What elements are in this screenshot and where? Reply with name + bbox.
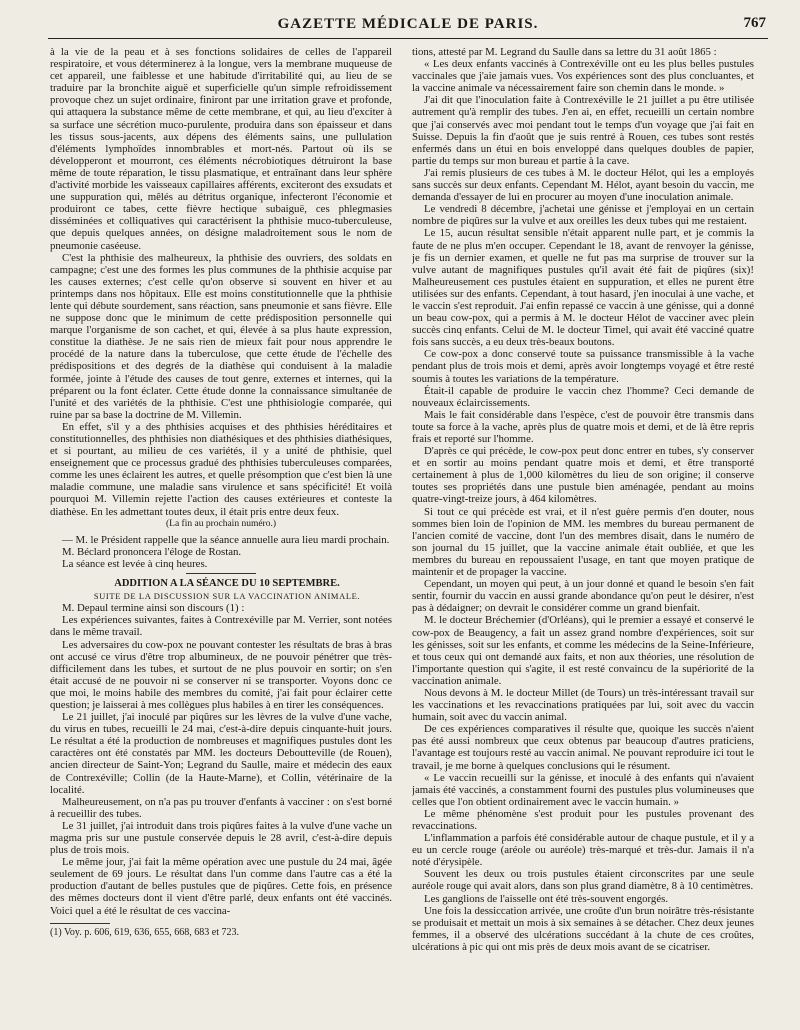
paragraph: Les ganglions de l'aisselle ont été très-souvent engorgés. — [424, 892, 669, 905]
paragraph: M. Béclard prononcera l'éloge de Rostan. — [62, 545, 242, 558]
journal-title: GAZETTE MÉDICALE DE PARIS. — [277, 16, 539, 32]
paragraph: C'est la phthisie des malheureux, la phthisie des ouvriers, des soldats en campagne; c'est une des formes les plus communes de la phthisie acquise par les causes externes; c'est celle qu'on observe si souvent en hiver et au printemps dans nos hôpitaux. Elle est moins constitutionnelle que la phthisie lente qui débute sourdement, sans réaction, sans pneumonie et sans fièvre. Elle ne suppose donc que le minimum de cette prédisposition personnelle qui marque l'organisme de son cachet, et qui, élevée à sa plus haute expression, constitue la diathèse. Je ne sais rien de mieux fait pour nous apprendre le procédé de la nature dans la tuberculose, que cette étude de l'échelle des prédispositions et des degrés de la diathèse qui conduisent à la maladie formée, jointe à l'étude des causes de tout genre, externes et internes, qui la préparent ou la font éclater. Cette étude donne la connaissance simultanée de l'unité et des variétés de la phthisie. C'est une phthisiologie comparée, qui ruine par sa base la doctrine de M. Villemin. — [50, 251, 392, 421]
paragraph: à la vie de la peau et à ses fonctions solidaires de celles de l'appareil respiratoire, et vous déterminerez à la longue, vers la membrane muqueuse de cet appareil, une faiblesse et une habitude d'irritabilité qui, au lieu de se traduire par la bronchite aiguë et superficielle qu'un simple refroidissement provoque chez un sujet ordinaire, finiront par une irritation grave et profonde, qui attaquera la substance même de cette membrane, et qui, au lieu d'exciter à sa surface une sécrétion muco-purulente, produira dans son épaisseur et dans les tissus sous-jacents, aux dépens des éléments sains, une pullulation d'éléments lymphoïdes innombrables et mort-nés. Partout où ils se développeront et mourront, ces éléments nécrobiotiques détruiront la base même de toute réparation, le tissu plasmatique, et entraînant dans leur sphère d'activité morbide les vaisseaux capillaires afférents, exciteront des exsudats et une suppuration qui, mêlés au détritus organique, infecteront l'économie et produiront ce tabes, cette fièvre hectique subaiguë, ces phlegmasies disséminées et colliquatives qui caractérisent la phthisie muco-tuberculeuse, que depuis quelques années, on désigne maladroitement sous le nom de pneumonie caséeuse. — [50, 46, 392, 252]
paragraph: Une fois la dessiccation arrivée, une croûte d'un brun noirâtre très-résistante se produisait et mettait un mois à six semaines à se détacher. Chez deux jeunes femmes, il a observé des ulcérations succédant à la chute de ces croûtes, ulcérations à pic qui ont mis près de deux mois avant de se cicatriser. — [412, 904, 754, 953]
paragraph: La séance est levée à cinq heures. — [62, 557, 208, 570]
paragraph: Était-il capable de produire le vaccin chez l'homme? Ceci demande de nouveaux éclaircissements. — [412, 384, 754, 409]
paragraph: tions, attesté par M. Legrand du Saulle dans sa lettre du 31 août 1865 : — [412, 46, 717, 58]
paragraph: M. Depaul termine ainsi son discours (1) : — [62, 602, 245, 615]
section-title: ADDITION A LA SÉANCE DU 10 SEPTEMBRE. — [114, 578, 340, 590]
paragraph: En effet, s'il y a des phthisies acquises et des phthisies héréditaires et constitutionnelles, des phthisies non diathésiques et des phthisies diathésiques, et si pourtant, au milieu de ces variétés, il y a unité de phthisie, quel enseignement que ce processus gradué des phthisies tuberculeuses comparées, comme les unes éclairent les autres, et quelle présomption que c'est bien là une maladie commune, une maladie sans virulence et sans spécificité! Et voilà pourquoi M. Villemin rejette l'action des causes extérieures et conteste la diathèse. En les admettant toutes deux, il était pris entre deux feux. — [50, 420, 392, 518]
paragraph: Les adversaires du cow-pox ne pouvant contester les résultats de bras à bras ont accusé ce virus d'être trop albumineux, de ne pouvoir pénétrer que très-difficilement dans les tubes, et surtout de ne plus pouvoir en sortir; on s'en était accusé de ne pouvoir ni se conserver ni se transporter. Voyons donc ce que moi, le moins habile des membres du comité, j'ai fait pour éclairer cette question; je laisserai à mes collègues plus habiles à en tirer les conséquences. — [50, 638, 392, 711]
section-subtitle: SUITE DE LA DISCUSSION SUR LA VACCINATION ANIMALE. — [93, 591, 361, 602]
footnote: (1) Voy. p. 606, 619, 636, 655, 668, 683 et 723. — [50, 926, 239, 938]
paragraph: Si tout ce qui précède est vrai, et il n'est guère permis d'en douter, nous sommes bien loin de l'opinion de MM. les membres du bureau permanent de l'ancien comité de vaccine, dont l'un des membres disait, dans le numéro de son journal du 15 juillet, que la vaccine animale était oubliée, et que les membres du bureau en repoussaient l'usage, en tant que moyen pratique de maintenir et de propager la vaccine. — [412, 505, 754, 579]
paragraph: Les expériences suivantes, faites à Contrexéville par M. Verrier, sont notées dans le même travail. — [50, 614, 392, 639]
paragraph: Ce cow-pox a donc conservé toute sa puissance transmissible à la vache pendant plus de trois mois et demi, après avoir longtemps voyagé et être resté soumis à toutes les variations de la température. — [412, 348, 754, 385]
paragraph: Mais le fait considérable dans l'espèce, c'est de pouvoir être transmis dans toute sa force à la vache, après plus de quatre mois et demi, et de là être repris frais et reporté sur l'homme. — [412, 408, 754, 445]
continuation-note: (La fin au prochain numéro.) — [166, 518, 276, 529]
paragraph: Le 21 juillet, j'ai inoculé par piqûres sur les lèvres de la vulve d'une vache, du virus en tubes, recueilli le 24 mai, c'est-à-dire depuis cinquante-huit jours. Le résultat a été la production de nombreuses et magnifiques pustules dont les caractères ont été constatés par MM. les docteurs Deboutteville (de Rouen), ancien directeur de Saint-Yon; Legrand du Saulle, maire et médecin des eaux de Contrexéville; Collin (de la Haute-Marne), et Collin, vétérinaire de la localité. — [50, 711, 392, 796]
left-column — [50, 46, 392, 1014]
footnote-rule — [50, 923, 110, 924]
paragraph: D'après ce qui précède, le cow-pox peut donc entrer en tubes, s'y conserver et en sortir au moins pendant quatre mois et demi, et être transporté certainement à plus de 1,000 kilomètres du lieu de son origine; il conserve toutes ses propriétés dans une pustule bien aménagée, pendant au moins quatre-vingt-treize jours, à 464 kilomètres. — [412, 445, 754, 506]
paragraph: Le vendredi 8 décembre, j'achetai une génisse et j'employai en un certain nombre de piqûres sur la vulve et aux oreilles les deux tubes qui me restaient. — [412, 203, 754, 228]
quote-paragraph: « Les deux enfants vaccinés à Contrexéville ont eu les plus belles pustules vaccinales que j'aie jamais vues. Vos expériences sont des plus concluantes, et la vaccine animale va nécessairement faire son chemin dans le monde. » — [412, 58, 754, 95]
paragraph: Le même phénomène s'est produit pour les pustules provenant des revaccinations. — [412, 807, 754, 832]
paragraph: Le 15, aucun résultat sensible n'était apparent nulle part, et je commis la faute de ne plus m'en occuper. Cependant le 18, avant de renvoyer la génisse, je fis un dernier examen, et quelle ne fut pas ma surprise de trouver sur la vulve autant de magnifiques pustules qu'il avait été fait de piqûres (six)! Malheureusement ces pustules étaient en suppuration, et elles ne purent être utilisées sur des enfants. Cependant, à tout hasard, j'en inoculai à une vache, et le vaccin s'est reproduit. J'ai enfin repassé ce vaccin à une génisse, qui a donné un beau cow-pox, qui a permis à M. le docteur Hélot de vacciner avec plein succès cinq enfants. Celui de M. le docteur Timel, qui avait été vacciné quatre fois sans succès, a eu deux très-beaux boutons. — [412, 227, 754, 349]
paragraph: L'inflammation a parfois été considérable autour de chaque pustule, et il y a eu un cercle rouge (aréole ou auréole) très-marqué et très-dur. Jamais il n'a noté d'érysipèle. — [412, 832, 754, 869]
quote-paragraph: « Le vaccin recueilli sur la génisse, et inoculé à des enfants qui n'avaient jamais été vaccinés, a constamment fourni des pustules plus volumineuses que celles que l'on obtient ordinairement avec le vaccin humain. » — [412, 771, 754, 808]
separator-rule — [186, 573, 256, 574]
paragraph: J'ai remis plusieurs de ces tubes à M. le docteur Hélot, qui les a employés sans succès sur deux enfants. Cependant M. Hélot, ayant besoin du vaccin, me demanda d'essayer de lui en procurer au moyen d'une inoculation animale. — [412, 166, 754, 204]
paragraph: Malheureusement, on n'a pas pu trouver d'enfants à vacciner : on s'est borné à recueillir des tubes. — [50, 795, 392, 820]
paragraph: M. le docteur Bréchemier (d'Orléans), qui le premier a essayé et conservé le cow-pox de Beaugency, a fait un assez grand nombre d'expériences, soit sur les génisses, soit sur les enfants, et comme les médecins de la Seine-Inférieure, et tous ceux qui ont demandé aux faits, et non aux théories, une résolution de l'importante question qui s'agite, il est resté convaincu de la supériorité de la vaccination animale. — [412, 614, 754, 687]
page-number: 767 — [743, 15, 766, 31]
paragraph: Le 31 juillet, j'ai introduit dans trois piqûres faites à la vulve d'une vache un magma pris sur une pustule conservée depuis le 28 avril, c'est-à-dire depuis plus de trois mois. — [50, 819, 392, 857]
page-header — [48, 14, 768, 39]
paragraph: De ces expériences comparatives il résulte que, quoique les succès n'aient pas été aussi nombreux que ceux obtenus par beaucoup d'autres praticiens, l'avantage est toujours resté au vaccin animal. Ne pouvant reproduire ici tout le travail, je me borne à quelques conclusions qui le résument. — [412, 723, 754, 772]
paragraph: Cependant, un moyen qui peut, à un jour donné et quand le besoin s'en fait sentir, fournir du vaccin en aussi grande abondance qu'on peut le désirer, n'est pas à dédaigner; on devrait le considérer comme un grand bienfait. — [412, 578, 754, 615]
paragraph: Le même jour, j'ai fait la même opération avec une pustule du 24 mai, âgée seulement de 69 jours. Le résultat dans l'un comme dans l'autre cas a été la production d'autant de belles pustules que de piqûres. Cette fois, en présence des mêmes docteurs dont il vient d'être parlé, deux enfants ont été vaccinés. Voici quel a été le résultat de ces vaccina- — [50, 856, 392, 917]
right-column — [412, 46, 754, 1014]
paragraph: J'ai dit que l'inoculation faite à Contrexéville le 21 juillet a pu être utilisée autrement qu'à remplir des tubes. J'en ai, en effet, recueilli un certain nombre que j'ai conservés avec moi pendant tout le temps d'un voyage que j'ai fait en Suisse. Depuis la fin d'août que je suis rentré à Rouen, ces tubes sont restés enfermés dans un étui en bois enveloppé dans quelques doubles de papier, partie du temps sur mon bureau et partie à la cave. — [412, 94, 754, 167]
paragraph: — M. le Président rappelle que la séance annuelle aura lieu mardi prochain. — [62, 533, 390, 546]
paragraph: Nous devons à M. le docteur Millet (de Tours) un très-intéressant travail sur les vaccinations et les revaccinations pratiquées par lui, soit avec du vaccin humain, soit avec du vaccin animal. — [412, 686, 754, 724]
paragraph: Souvent les deux ou trois pustules étaient circonscrites par une seule auréole rouge qui avait alors, dans son plus grand diamètre, 8 à 10 centimètres. — [412, 868, 754, 893]
